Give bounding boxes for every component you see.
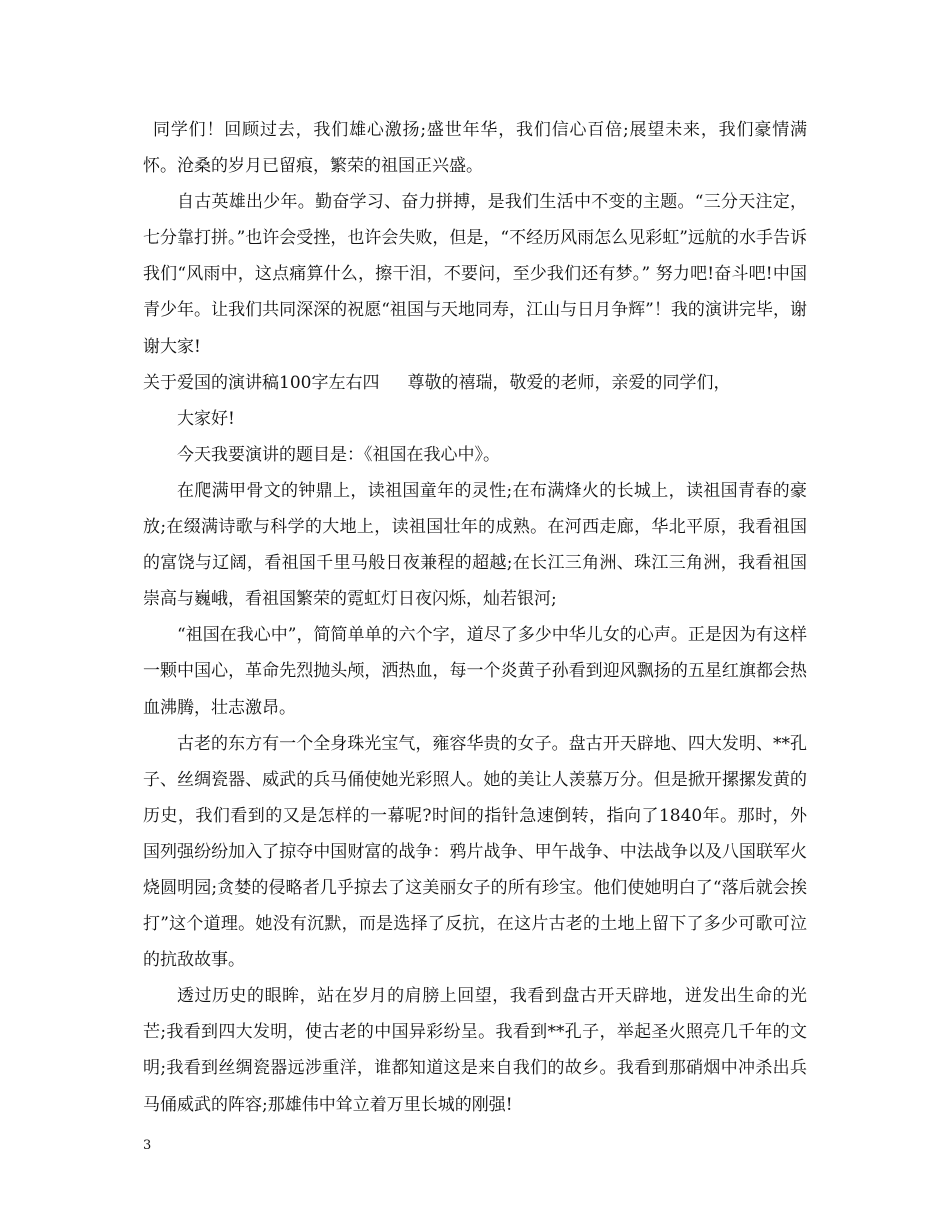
speech-heading-line	[143, 365, 807, 401]
paragraph-motherland-in-heart: “祖国在我心中”，简简单单的六个字，道尽了多少中华儿女的心声。正是因为有这样一颗中国心，革命先烈抛头颅，洒热血，每一个炎黄子孙看到迎风飘扬的五星红旗都会热血沸腾，壮志激昂。	[143, 625, 807, 718]
paragraph-history-eyes: 透过历史的眼眸，站在岁月的肩膀上回望，我看到盘古开天辟地，迸发出生命的光芒;我看到四大发明，使古老的中国异彩纷呈。我看到**孔子，举起圣火照亮几千年的文明;我看到丝绸瓷器远涉重洋，谁都知道这是来自我们的故乡。我看到那硝烟中冲杀出兵马俑威武的阵容;那雄伟中耸立着万里长城的刚强!	[143, 986, 807, 1115]
paragraph-topic: 今天我要演讲的题目是：《祖国在我心中》。	[177, 444, 500, 465]
document-body	[143, 112, 807, 1123]
speech-greeting: 尊敬的禧瑞，敬爱的老师，亲爱的同学们，	[407, 372, 731, 393]
paragraph-opening: 同学们！回顾过去，我们雄心激扬;盛世年华，我们信心百倍;展望未来，我们豪情满怀。沧桑的岁月已留痕，繁荣的祖国正兴盛。	[143, 120, 807, 177]
page-number: 3	[143, 1138, 152, 1153]
speech-title: 关于爱国的演讲稿100字左右四	[143, 372, 380, 393]
paragraph-conclusion: 自古英雄出少年。勤奋学习、奋力拼搏，是我们生活中不变的主题。“三分天注定，七分靠打拼。”也许会受挫，也许会失败，但是，“不经历风雨怎么见彩虹”远航的水手告诉我们“风雨中，这点痛算什么，擦干泪，不要问，至少我们还有梦。” 努力吧!奋斗吧!中国青少年。让我们共同深深的祝愿“祖国与天地同寿，江山与日月争辉”！我的演讲完毕，谢谢大家!	[143, 192, 807, 357]
paragraph-hello: 大家好!	[177, 408, 235, 429]
paragraph-ancient-east: 古老的东方有一个全身珠光宝气，雍容华贵的女子。盘古开天辟地、四大发明、**孔子、丝绸瓷器、威武的兵马俑使她光彩照人。她的美让人羡慕万分。但是掀开摞摞发黄的历史，我们看到的又是怎样的一幕呢?时间的指针急速倒转，指向了1840年。那时，外国列强纷纷加入了掠夺中国财富的战争：鸦片战争、甲午战争、中法战争以及八国联军火烧圆明园;贪婪的侵略者几乎掠去了这美丽女子的所有珍宝。他们使她明白了“落后就会挨打”这个道理。她没有沉默，而是选择了反抗，在这片古老的土地上留下了多少可歌可泣的抗敌故事。	[143, 733, 807, 971]
paragraph-reading-motherland: 在爬满甲骨文的钟鼎上，读祖国童年的灵性;在布满烽火的长城上，读祖国青春的豪放;在缀满诗歌与科学的大地上，读祖国壮年的成熟。在河西走廊，华北平原，我看祖国的富饶与辽阔，看祖国千里马般日夜兼程的超越;在长江三角洲、珠江三角洲，我看祖国崇高与巍峨，看祖国繁荣的霓虹灯日夜闪烁，灿若银河;	[143, 480, 807, 610]
